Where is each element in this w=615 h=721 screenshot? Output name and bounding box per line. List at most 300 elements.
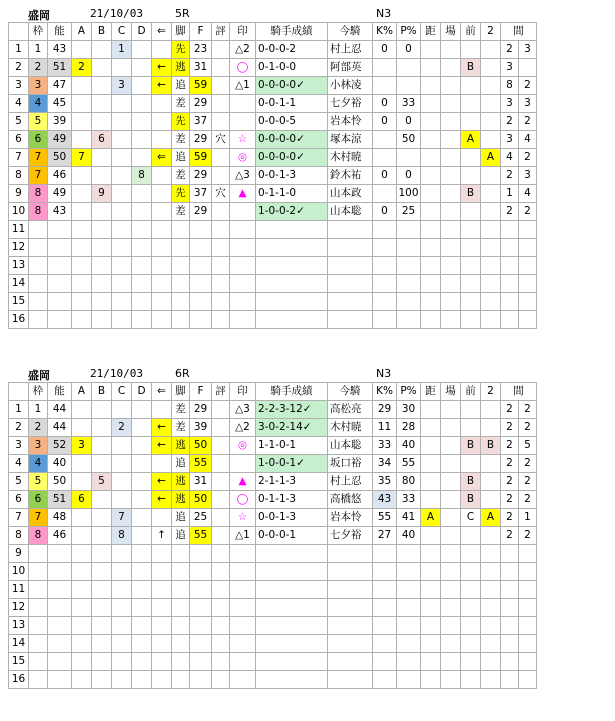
col-c[interactable] — [112, 635, 132, 653]
col-f[interactable] — [190, 653, 212, 671]
col-field[interactable] — [441, 419, 461, 437]
col-dist[interactable] — [421, 149, 441, 167]
col-power[interactable] — [48, 239, 72, 257]
table-row[interactable] — [9, 653, 537, 671]
col-gap1[interactable]: 2 — [501, 113, 519, 131]
table-row[interactable] — [9, 95, 537, 113]
col-b[interactable] — [92, 167, 112, 185]
col-two[interactable] — [481, 473, 501, 491]
col-record[interactable]: 0-0-0-2 — [256, 41, 328, 59]
col-power[interactable]: 40 — [48, 455, 72, 473]
col-two[interactable] — [481, 563, 501, 581]
col-waku[interactable] — [29, 311, 48, 329]
col-prev[interactable] — [461, 635, 481, 653]
col-gap2[interactable] — [519, 275, 537, 293]
col-k[interactable]: 0 — [373, 167, 397, 185]
col-mark[interactable]: △3 — [230, 167, 256, 185]
col-gap1[interactable] — [501, 599, 519, 617]
col-k[interactable] — [373, 653, 397, 671]
col-a[interactable] — [72, 113, 92, 131]
col-mark[interactable] — [230, 671, 256, 689]
col-power[interactable]: 39 — [48, 113, 72, 131]
col-leg[interactable] — [172, 563, 190, 581]
col-prev[interactable] — [461, 77, 481, 95]
col-p[interactable]: 40 — [397, 527, 421, 545]
col-power[interactable]: 44 — [48, 419, 72, 437]
col-gap1[interactable] — [501, 275, 519, 293]
col-f[interactable]: 29 — [190, 95, 212, 113]
col-no[interactable]: 11 — [9, 581, 29, 599]
col-a[interactable] — [72, 293, 92, 311]
col-eval[interactable] — [212, 239, 230, 257]
col-arrow[interactable] — [152, 617, 172, 635]
col-two[interactable] — [481, 221, 501, 239]
col-power[interactable]: 46 — [48, 527, 72, 545]
col-prev[interactable]: C — [461, 509, 481, 527]
col-k[interactable] — [373, 671, 397, 689]
col-p[interactable] — [397, 635, 421, 653]
col-c[interactable] — [112, 113, 132, 131]
col-mark[interactable] — [230, 113, 256, 131]
col-dist[interactable] — [421, 617, 441, 635]
col-d[interactable] — [132, 95, 152, 113]
col-mark[interactable] — [230, 293, 256, 311]
col-dist[interactable] — [421, 95, 441, 113]
col-jockey[interactable] — [328, 599, 373, 617]
col-jockey[interactable] — [328, 239, 373, 257]
col-prev[interactable] — [461, 149, 481, 167]
col-d[interactable] — [132, 131, 152, 149]
col-no[interactable]: 16 — [9, 671, 29, 689]
col-prev[interactable] — [461, 113, 481, 131]
col-no[interactable]: 2 — [9, 59, 29, 77]
col-a[interactable] — [72, 275, 92, 293]
col-p[interactable] — [397, 221, 421, 239]
col-leg[interactable] — [172, 221, 190, 239]
col-p[interactable] — [397, 77, 421, 95]
col-mark[interactable] — [230, 257, 256, 275]
col-f[interactable]: 29 — [190, 167, 212, 185]
col-jockey[interactable]: 村上忍 — [328, 41, 373, 59]
col-gap2[interactable] — [519, 221, 537, 239]
col-prev[interactable] — [461, 653, 481, 671]
col-gap1[interactable]: 3 — [501, 131, 519, 149]
col-no[interactable]: 12 — [9, 239, 29, 257]
col-prev[interactable] — [461, 167, 481, 185]
col-two[interactable] — [481, 671, 501, 689]
col-two[interactable] — [481, 419, 501, 437]
col-p[interactable]: 41 — [397, 509, 421, 527]
col-waku[interactable] — [29, 653, 48, 671]
col-no[interactable]: 7 — [9, 509, 29, 527]
col-p[interactable] — [397, 59, 421, 77]
col-p[interactable] — [397, 599, 421, 617]
col-a[interactable] — [72, 509, 92, 527]
col-waku[interactable]: 7 — [29, 149, 48, 167]
col-no[interactable]: 2 — [9, 419, 29, 437]
col-a[interactable] — [72, 635, 92, 653]
col-dist[interactable] — [421, 599, 441, 617]
col-gap2[interactable]: 2 — [519, 203, 537, 221]
col-jockey[interactable] — [328, 221, 373, 239]
col-a[interactable] — [72, 221, 92, 239]
col-power[interactable]: 44 — [48, 401, 72, 419]
table-row[interactable] — [9, 257, 537, 275]
col-jockey[interactable]: 木村暁 — [328, 419, 373, 437]
col-f[interactable] — [190, 257, 212, 275]
col-waku[interactable]: 5 — [29, 113, 48, 131]
col-p[interactable] — [397, 545, 421, 563]
col-waku[interactable]: 7 — [29, 509, 48, 527]
col-two[interactable] — [481, 203, 501, 221]
col-d[interactable] — [132, 185, 152, 203]
col-mark[interactable] — [230, 563, 256, 581]
col-mark[interactable] — [230, 581, 256, 599]
col-prev[interactable] — [461, 419, 481, 437]
col-leg[interactable] — [172, 617, 190, 635]
table-row[interactable] — [9, 635, 537, 653]
col-two[interactable] — [481, 239, 501, 257]
col-gap1[interactable]: 2 — [501, 455, 519, 473]
col-mark[interactable] — [230, 221, 256, 239]
col-no[interactable]: 4 — [9, 95, 29, 113]
col-waku[interactable]: 8 — [29, 527, 48, 545]
col-d[interactable] — [132, 455, 152, 473]
col-mark[interactable] — [230, 455, 256, 473]
col-b[interactable] — [92, 563, 112, 581]
table-row[interactable] — [9, 311, 537, 329]
col-a[interactable]: 3 — [72, 437, 92, 455]
col-dist[interactable] — [421, 401, 441, 419]
col-p[interactable] — [397, 257, 421, 275]
col-mark[interactable] — [230, 239, 256, 257]
col-a[interactable] — [72, 167, 92, 185]
col-no[interactable]: 8 — [9, 167, 29, 185]
col-p[interactable] — [397, 275, 421, 293]
col-gap1[interactable] — [501, 653, 519, 671]
col-record[interactable]: 1-0-0-1✓ — [256, 455, 328, 473]
col-b[interactable] — [92, 293, 112, 311]
col-b[interactable] — [92, 491, 112, 509]
col-record[interactable]: 0-0-1-3 — [256, 509, 328, 527]
col-two[interactable] — [481, 77, 501, 95]
table-row[interactable] — [9, 293, 537, 311]
col-a[interactable] — [72, 239, 92, 257]
col-b[interactable] — [92, 311, 112, 329]
col-leg[interactable]: 逃 — [172, 491, 190, 509]
col-prev[interactable] — [461, 221, 481, 239]
col-c[interactable] — [112, 221, 132, 239]
col-f[interactable]: 25 — [190, 509, 212, 527]
col-eval[interactable] — [212, 59, 230, 77]
col-dist[interactable] — [421, 221, 441, 239]
col-gap2[interactable]: 1 — [519, 509, 537, 527]
col-gap2[interactable]: 2 — [519, 113, 537, 131]
col-dist[interactable] — [421, 131, 441, 149]
table-row[interactable] — [9, 509, 537, 527]
col-eval[interactable] — [212, 509, 230, 527]
col-power[interactable]: 45 — [48, 95, 72, 113]
col-f[interactable] — [190, 563, 212, 581]
col-jockey[interactable] — [328, 581, 373, 599]
col-no[interactable]: 1 — [9, 401, 29, 419]
col-eval[interactable] — [212, 635, 230, 653]
col-k[interactable] — [373, 239, 397, 257]
col-a[interactable] — [72, 95, 92, 113]
col-a[interactable] — [72, 257, 92, 275]
col-record[interactable]: 0-1-0-0 — [256, 59, 328, 77]
col-b[interactable] — [92, 671, 112, 689]
col-eval[interactable] — [212, 437, 230, 455]
table-row[interactable] — [9, 473, 537, 491]
col-k[interactable] — [373, 257, 397, 275]
col-waku[interactable]: 4 — [29, 455, 48, 473]
col-record[interactable] — [256, 293, 328, 311]
table-row[interactable] — [9, 59, 537, 77]
col-mark[interactable] — [230, 653, 256, 671]
col-d[interactable] — [132, 59, 152, 77]
col-leg[interactable] — [172, 671, 190, 689]
col-power[interactable]: 50 — [48, 149, 72, 167]
col-jockey[interactable]: 木村暁 — [328, 149, 373, 167]
col-no[interactable]: 16 — [9, 311, 29, 329]
col-jockey[interactable] — [328, 653, 373, 671]
col-power[interactable] — [48, 653, 72, 671]
col-b[interactable] — [92, 419, 112, 437]
col-eval[interactable] — [212, 221, 230, 239]
col-a[interactable] — [72, 131, 92, 149]
table-row[interactable] — [9, 77, 537, 95]
col-d[interactable] — [132, 653, 152, 671]
col-dist[interactable] — [421, 239, 441, 257]
col-b[interactable] — [92, 509, 112, 527]
col-power[interactable] — [48, 545, 72, 563]
col-leg[interactable] — [172, 275, 190, 293]
col-a[interactable] — [72, 77, 92, 95]
col-gap2[interactable] — [519, 599, 537, 617]
col-dist[interactable] — [421, 275, 441, 293]
col-no[interactable]: 6 — [9, 491, 29, 509]
table-row[interactable] — [9, 221, 537, 239]
col-field[interactable] — [441, 635, 461, 653]
col-no[interactable]: 13 — [9, 617, 29, 635]
col-f[interactable]: 29 — [190, 131, 212, 149]
col-eval[interactable] — [212, 581, 230, 599]
col-dist[interactable] — [421, 419, 441, 437]
col-mark[interactable]: △2 — [230, 41, 256, 59]
col-p[interactable]: 0 — [397, 113, 421, 131]
col-leg[interactable]: 先 — [172, 113, 190, 131]
col-leg[interactable] — [172, 581, 190, 599]
col-f[interactable]: 39 — [190, 419, 212, 437]
col-gap2[interactable]: 2 — [519, 401, 537, 419]
col-d[interactable] — [132, 221, 152, 239]
col-leg[interactable] — [172, 635, 190, 653]
col-waku[interactable] — [29, 275, 48, 293]
col-gap2[interactable]: 2 — [519, 419, 537, 437]
col-power[interactable] — [48, 257, 72, 275]
col-d[interactable] — [132, 293, 152, 311]
col-power[interactable] — [48, 563, 72, 581]
col-mark[interactable]: ☆ — [230, 509, 256, 527]
col-prev[interactable] — [461, 311, 481, 329]
col-prev[interactable] — [461, 617, 481, 635]
col-arrow[interactable] — [152, 671, 172, 689]
col-d[interactable] — [132, 491, 152, 509]
col-c[interactable] — [112, 671, 132, 689]
col-eval[interactable] — [212, 95, 230, 113]
col-b[interactable] — [92, 581, 112, 599]
col-dist[interactable] — [421, 455, 441, 473]
col-power[interactable] — [48, 311, 72, 329]
col-arrow[interactable]: ← — [152, 77, 172, 95]
col-field[interactable] — [441, 113, 461, 131]
col-leg[interactable] — [172, 311, 190, 329]
col-prev[interactable] — [461, 239, 481, 257]
col-eval[interactable] — [212, 293, 230, 311]
col-b[interactable] — [92, 203, 112, 221]
col-c[interactable] — [112, 257, 132, 275]
col-mark[interactable] — [230, 95, 256, 113]
col-waku[interactable] — [29, 221, 48, 239]
col-mark[interactable] — [230, 599, 256, 617]
col-field[interactable] — [441, 131, 461, 149]
col-gap2[interactable]: 5 — [519, 437, 537, 455]
col-field[interactable] — [441, 473, 461, 491]
col-field[interactable] — [441, 77, 461, 95]
col-record[interactable]: 0-1-1-0 — [256, 185, 328, 203]
col-no[interactable]: 9 — [9, 545, 29, 563]
col-f[interactable]: 23 — [190, 41, 212, 59]
col-f[interactable] — [190, 293, 212, 311]
col-power[interactable]: 51 — [48, 59, 72, 77]
col-record[interactable] — [256, 545, 328, 563]
col-arrow[interactable] — [152, 293, 172, 311]
col-c[interactable] — [112, 437, 132, 455]
col-k[interactable] — [373, 185, 397, 203]
col-power[interactable]: 47 — [48, 77, 72, 95]
col-f[interactable] — [190, 617, 212, 635]
col-dist[interactable] — [421, 473, 441, 491]
col-eval[interactable] — [212, 275, 230, 293]
col-dist[interactable] — [421, 653, 441, 671]
col-a[interactable]: 6 — [72, 491, 92, 509]
col-b[interactable] — [92, 527, 112, 545]
col-gap1[interactable]: 2 — [501, 401, 519, 419]
col-mark[interactable] — [230, 545, 256, 563]
col-k[interactable]: 34 — [373, 455, 397, 473]
col-k[interactable] — [373, 275, 397, 293]
table-row[interactable] — [9, 203, 537, 221]
col-gap1[interactable]: 2 — [501, 203, 519, 221]
col-k[interactable] — [373, 311, 397, 329]
col-c[interactable] — [112, 563, 132, 581]
col-a[interactable] — [72, 185, 92, 203]
col-c[interactable] — [112, 149, 132, 167]
col-d[interactable] — [132, 275, 152, 293]
col-leg[interactable]: 追 — [172, 527, 190, 545]
col-c[interactable] — [112, 167, 132, 185]
col-two[interactable] — [481, 491, 501, 509]
col-mark[interactable]: ◯ — [230, 491, 256, 509]
col-p[interactable]: 40 — [397, 437, 421, 455]
col-eval[interactable] — [212, 203, 230, 221]
col-jockey[interactable]: 岩本怜 — [328, 113, 373, 131]
col-gap1[interactable] — [501, 671, 519, 689]
col-f[interactable] — [190, 545, 212, 563]
col-b[interactable] — [92, 401, 112, 419]
col-gap2[interactable]: 2 — [519, 149, 537, 167]
col-mark[interactable] — [230, 617, 256, 635]
col-leg[interactable] — [172, 257, 190, 275]
col-arrow[interactable] — [152, 599, 172, 617]
col-eval[interactable] — [212, 77, 230, 95]
table-row[interactable] — [9, 419, 537, 437]
col-two[interactable] — [481, 635, 501, 653]
col-eval[interactable] — [212, 113, 230, 131]
col-leg[interactable]: 先 — [172, 41, 190, 59]
col-dist[interactable] — [421, 527, 441, 545]
col-gap1[interactable]: 2 — [501, 473, 519, 491]
col-f[interactable] — [190, 275, 212, 293]
col-k[interactable]: 55 — [373, 509, 397, 527]
col-dist[interactable] — [421, 491, 441, 509]
col-power[interactable] — [48, 293, 72, 311]
table-row[interactable] — [9, 113, 537, 131]
col-f[interactable] — [190, 581, 212, 599]
col-jockey[interactable] — [328, 545, 373, 563]
col-b[interactable] — [92, 617, 112, 635]
col-f[interactable]: 50 — [190, 491, 212, 509]
table-row[interactable] — [9, 167, 537, 185]
col-k[interactable]: 11 — [373, 419, 397, 437]
col-arrow[interactable]: ← — [152, 473, 172, 491]
col-eval[interactable] — [212, 599, 230, 617]
col-field[interactable] — [441, 203, 461, 221]
col-record[interactable]: 0-0-1-3 — [256, 167, 328, 185]
col-k[interactable] — [373, 545, 397, 563]
col-gap1[interactable]: 8 — [501, 77, 519, 95]
col-no[interactable]: 14 — [9, 275, 29, 293]
table-row[interactable] — [9, 275, 537, 293]
col-no[interactable]: 6 — [9, 131, 29, 149]
col-waku[interactable] — [29, 239, 48, 257]
col-record[interactable] — [256, 635, 328, 653]
col-record[interactable]: 0-1-1-3 — [256, 491, 328, 509]
col-record[interactable] — [256, 275, 328, 293]
col-prev[interactable]: B — [461, 473, 481, 491]
col-p[interactable]: 80 — [397, 473, 421, 491]
col-record[interactable] — [256, 563, 328, 581]
col-c[interactable] — [112, 293, 132, 311]
col-power[interactable]: 46 — [48, 167, 72, 185]
col-two[interactable] — [481, 401, 501, 419]
col-arrow[interactable] — [152, 401, 172, 419]
col-record[interactable] — [256, 617, 328, 635]
col-field[interactable] — [441, 581, 461, 599]
col-f[interactable]: 55 — [190, 455, 212, 473]
col-p[interactable]: 33 — [397, 491, 421, 509]
col-f[interactable] — [190, 239, 212, 257]
col-mark[interactable]: △1 — [230, 77, 256, 95]
col-p[interactable]: 0 — [397, 167, 421, 185]
col-record[interactable] — [256, 653, 328, 671]
col-f[interactable]: 55 — [190, 527, 212, 545]
col-p[interactable]: 55 — [397, 455, 421, 473]
col-no[interactable]: 5 — [9, 113, 29, 131]
col-no[interactable]: 13 — [9, 257, 29, 275]
col-mark[interactable]: △2 — [230, 419, 256, 437]
